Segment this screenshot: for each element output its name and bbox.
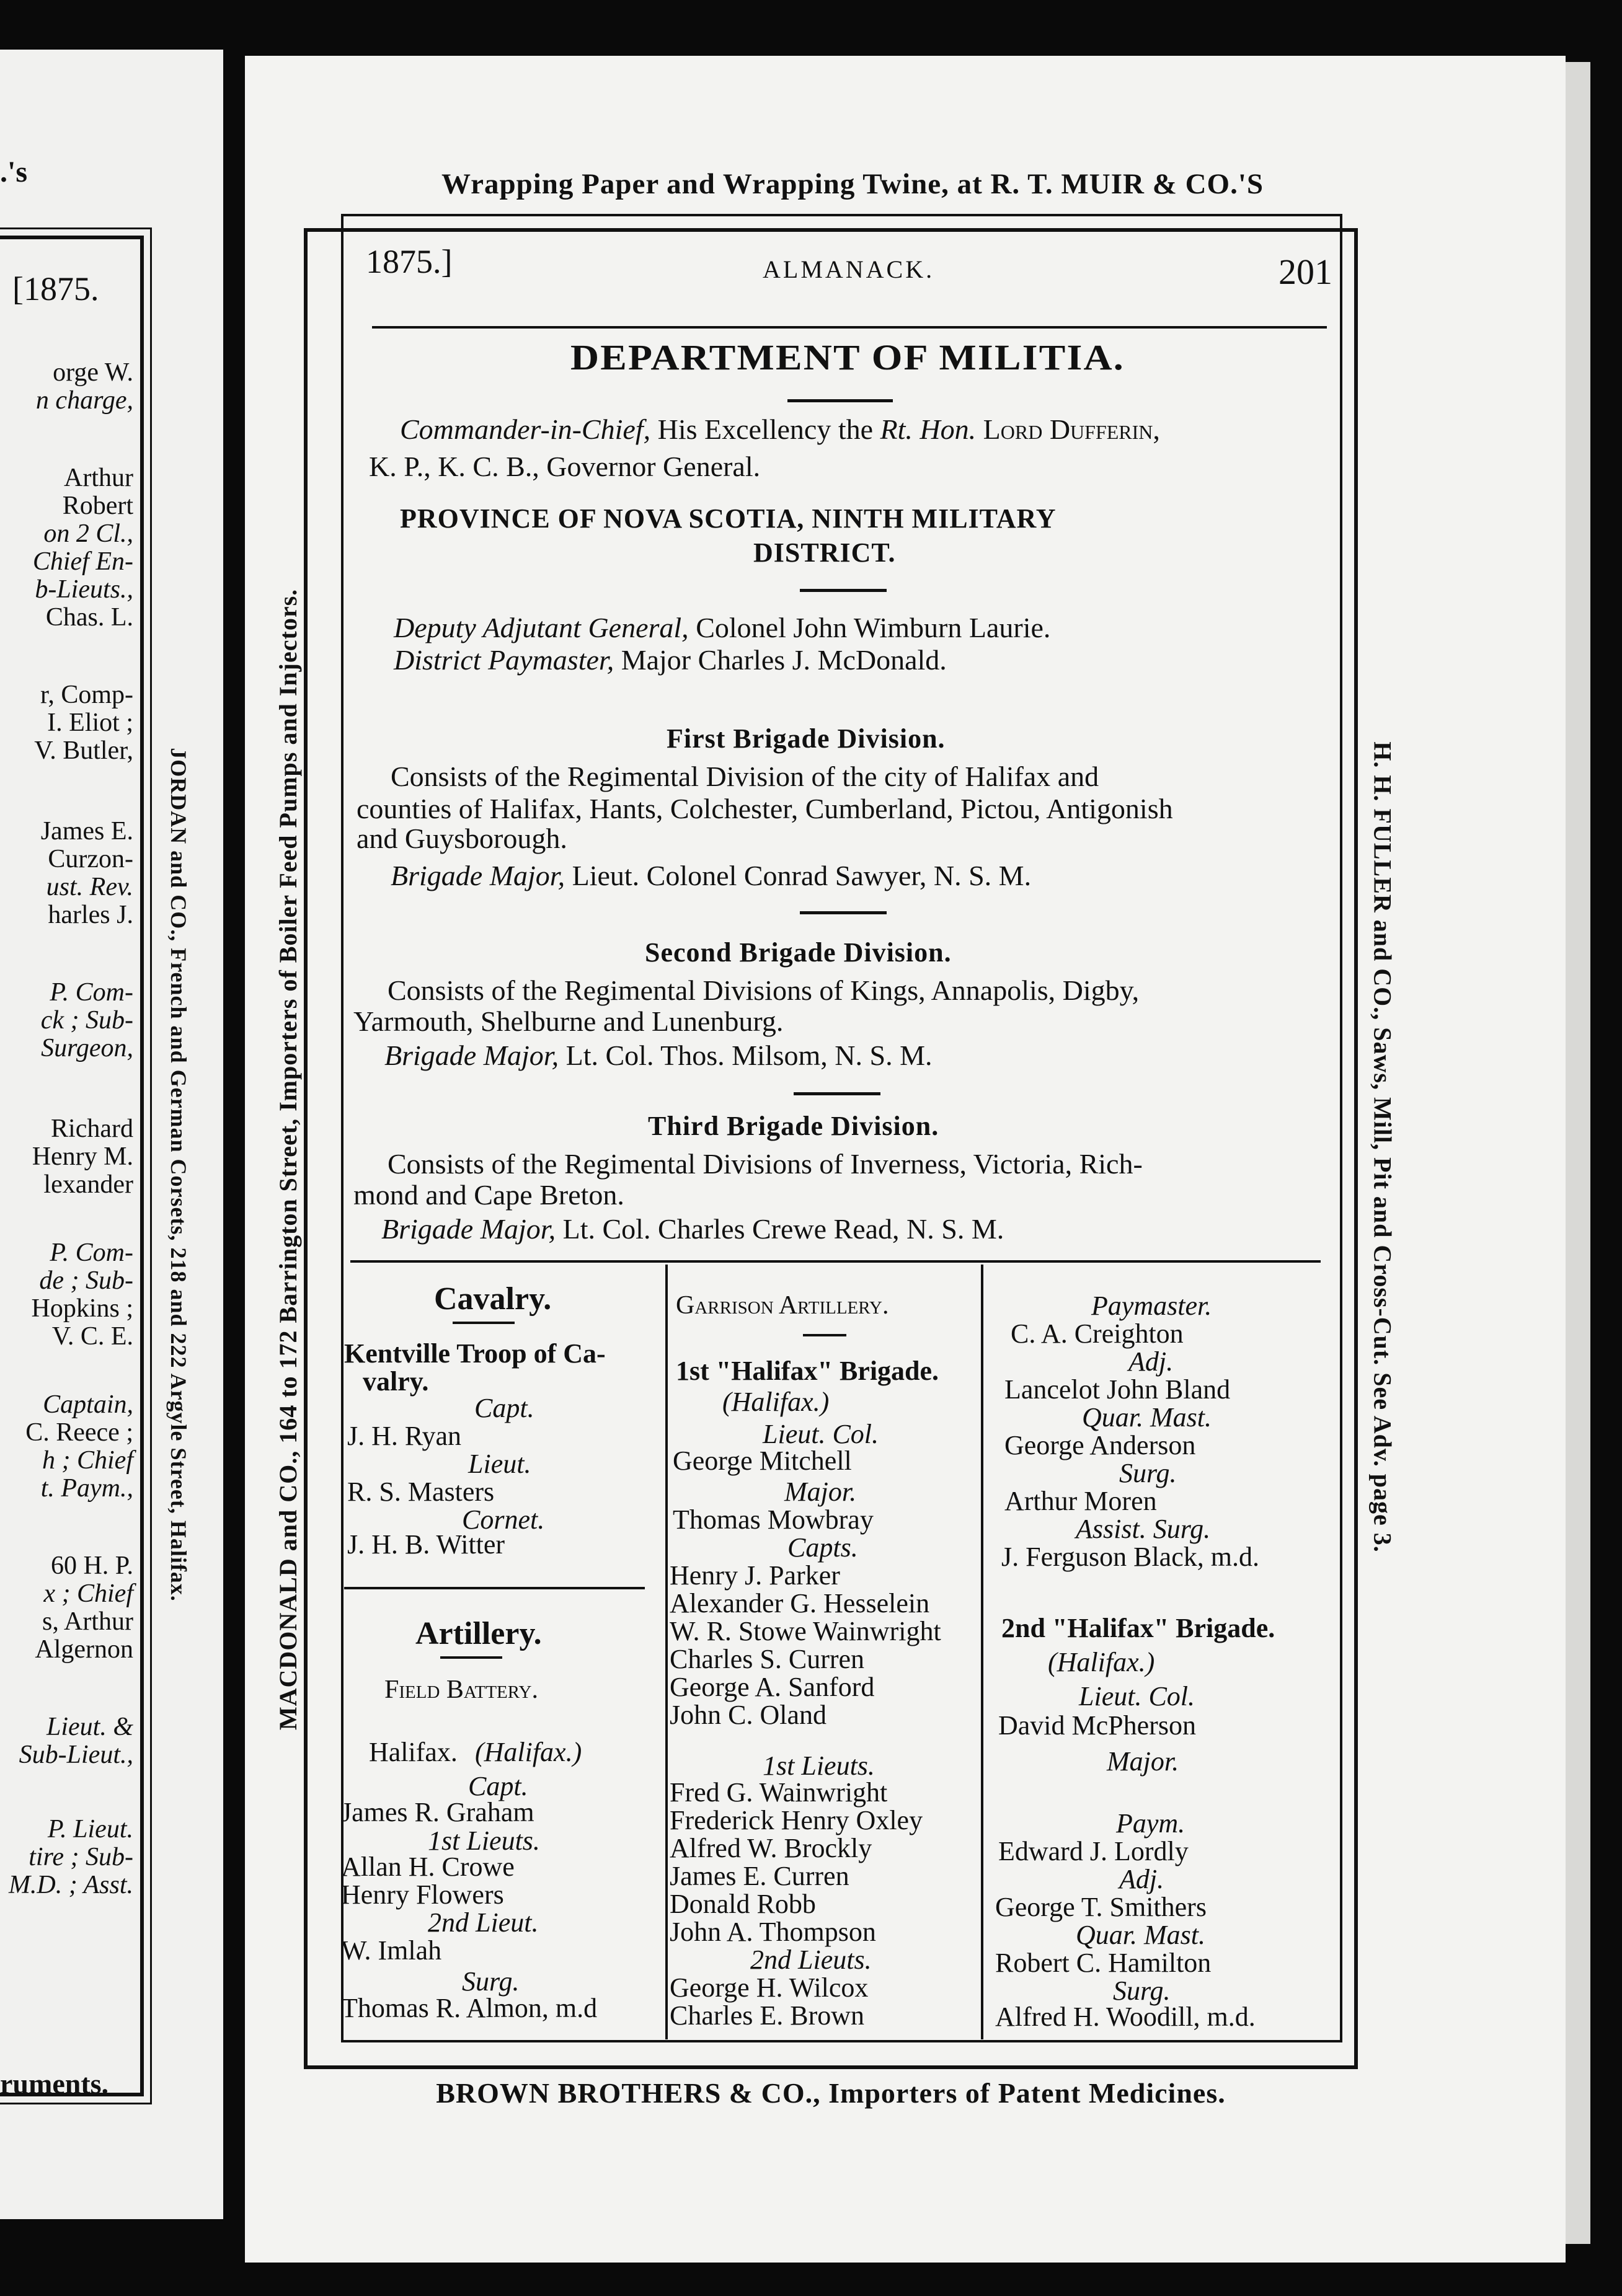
- left-page-line: I. Eliot ;: [47, 709, 133, 737]
- first-brigade-place: (Halifax.): [722, 1387, 830, 1417]
- left-page-line: Curzon-: [48, 845, 133, 873]
- paymaster-label: Paymaster.: [1091, 1291, 1212, 1321]
- left-page-side-advert: JORDAN and CO., French and German Corsets, 218 and 222 Argyle Street, Halifax.: [166, 748, 191, 1602]
- cornet-name: J. H. B. Witter: [347, 1529, 505, 1560]
- left-page-line: h ; Chief: [42, 1446, 133, 1475]
- first-brigade-line-3: and Guysborough.: [357, 823, 567, 854]
- right-side-advert: H. H. FULLER and CO., Saws, Mill, Pit and Cross-Cut. See Adv. page 3.: [1368, 741, 1397, 1553]
- left-page-line: Hopkins ;: [31, 1294, 133, 1323]
- province-line-1: PROVINCE OF NOVA SCOTIA, NINTH MILITARY: [400, 503, 1057, 534]
- first-brigade-rule: [800, 911, 887, 914]
- artillery-top-rule: [344, 1587, 645, 1589]
- left-page-line: P. Com-: [50, 978, 133, 1007]
- halifax-battery: Halifax. (Halifax.): [369, 1737, 582, 1767]
- adj2-label: Adj.: [1119, 1864, 1164, 1894]
- second-lieut-1: W. Imlah: [341, 1935, 442, 1966]
- lt-col2-name: David McPherson: [998, 1710, 1196, 1741]
- commander-line-1: Commander-in-Chief, His Excellency the Rt. Hon. Lord Dufferin,: [400, 413, 1160, 445]
- left-page-line: Chas. L.: [45, 603, 133, 632]
- officer-name: Charles E. Brown: [670, 2000, 865, 2031]
- first-brigade-line-1: Consists of the Regimental Division of the city of Halifax and: [391, 761, 1099, 792]
- asst-surg-name: J. Ferguson Black, m.d.: [1001, 1542, 1259, 1572]
- officer-name: Frederick Henry Oxley: [670, 1805, 923, 1835]
- page-edge: [1566, 62, 1590, 2244]
- left-page-line: ck ; Sub-: [40, 1006, 133, 1035]
- garrison-rule: [803, 1334, 846, 1336]
- left-page-line: n charge,: [35, 386, 133, 415]
- surg-name: Thomas R. Almon, m.d: [341, 1993, 598, 2023]
- first-brigade-heading: First Brigade Division.: [667, 723, 946, 754]
- capt-name: J. H. Ryan: [347, 1421, 462, 1451]
- left-page-line: M.D. ; Asst.: [8, 1871, 133, 1899]
- left-page-line: orge W.: [53, 358, 133, 387]
- officer-name: Fred G. Wainwright: [670, 1777, 888, 1808]
- commander-line-2: K. P., K. C. B., Governor General.: [369, 451, 761, 482]
- left-page-line: r, Comp-: [40, 681, 133, 709]
- left-page-year: [1875.: [12, 270, 99, 307]
- kentville-troop-line-1: Kentville Troop of Ca-: [344, 1338, 606, 1369]
- column-divider-1: [665, 1265, 668, 2039]
- table-top-rule: [350, 1260, 1321, 1263]
- running-head: ALMANACK.: [763, 255, 935, 283]
- lt-col-name: George Mitchell: [673, 1446, 852, 1476]
- left-page-line: P. Lieut.: [47, 1815, 133, 1843]
- province-rule: [800, 589, 887, 592]
- first-brigade-name: 1st "Halifax" Brigade.: [676, 1356, 939, 1386]
- left-page-line: b-Lieuts.,: [35, 575, 133, 604]
- page-number: 201: [1279, 252, 1332, 292]
- column-divider-2: [981, 1265, 983, 2039]
- officer-name: John C. Oland: [670, 1700, 827, 1730]
- third-brigade-line-2: mond and Cape Breton.: [353, 1179, 624, 1211]
- cavalry-heading: Cavalry.: [434, 1281, 552, 1317]
- lt-col-label: Lieut. Col.: [763, 1419, 879, 1449]
- capt-label: Capt.: [474, 1393, 534, 1423]
- qm-name: George Anderson: [1004, 1430, 1196, 1460]
- third-brigade-heading: Third Brigade Division.: [648, 1111, 939, 1141]
- first-lieut-1: Allan H. Crowe: [341, 1852, 515, 1882]
- left-page-line: x ; Chief: [43, 1579, 133, 1608]
- paym2-label: Paym.: [1116, 1808, 1185, 1839]
- left-page-line: lexander: [43, 1170, 133, 1199]
- left-page-line: C. Reece ;: [25, 1418, 133, 1447]
- left-page-line: Lieut. &: [46, 1713, 133, 1741]
- officer-name: Alfred W. Brockly: [670, 1833, 872, 1863]
- officer-name: W. R. Stowe Wainwright: [670, 1616, 941, 1646]
- first-lieuts-label-2: 1st Lieuts.: [763, 1751, 875, 1781]
- lieut-name: R. S. Masters: [347, 1477, 495, 1507]
- left-page-line: de ; Sub-: [39, 1266, 133, 1295]
- second-brigade-line-2: Yarmouth, Shelburne and Lunenburg.: [353, 1005, 784, 1037]
- artillery-heading: Artillery.: [415, 1616, 542, 1651]
- second-brigade-heading: Second Brigade Division.: [645, 937, 952, 968]
- adj2-name: George T. Smithers: [995, 1892, 1207, 1922]
- surg-label: Surg.: [462, 1966, 520, 1997]
- left-page-line: James E.: [40, 817, 133, 846]
- major-label: Major.: [784, 1477, 857, 1507]
- left-page-footer: ruments.: [0, 2068, 109, 2100]
- kentville-troop-line-2: valry.: [363, 1366, 429, 1397]
- top-advert: Wrapping Paper and Wrapping Twine, at R. T. MUIR & CO.'S: [441, 168, 1264, 200]
- left-page-line: t. Paym.,: [40, 1474, 133, 1503]
- officer-name: George H. Wilcox: [670, 1972, 869, 2003]
- artillery-rule: [440, 1656, 502, 1659]
- left-page-fragment: [0, 50, 223, 2219]
- officer-name: John A. Thompson: [670, 1917, 876, 1947]
- cornet-label: Cornet.: [462, 1504, 545, 1535]
- left-page-line: Chief En-: [32, 547, 133, 576]
- left-page-line: Richard: [51, 1115, 133, 1143]
- asst-surg-label: Assist. Surg.: [1076, 1514, 1211, 1544]
- second-brigade-name: 2nd "Halifax" Brigade.: [1001, 1613, 1275, 1643]
- left-side-advert: MACDONALD and CO., 164 to 172 Barrington Street, Importers of Boiler Feed Pumps and Injectors.: [274, 588, 303, 1730]
- bottom-advert: BROWN BROTHERS & CO., Importers of Patent Medicines.: [436, 2077, 1226, 2109]
- left-page-line: Algernon: [35, 1635, 133, 1664]
- second-brigade-rule: [794, 1092, 880, 1095]
- first-lieut-2: Henry Flowers: [341, 1879, 504, 1910]
- third-brigade-line-1: Consists of the Regimental Divisions of Inverness, Victoria, Rich-: [388, 1148, 1143, 1180]
- adj-name: Lancelot John Bland: [1004, 1374, 1231, 1405]
- page-year: 1875.]: [366, 243, 453, 280]
- officer-name: James E. Curren: [670, 1861, 849, 1891]
- left-page-line: Surgeon,: [41, 1034, 133, 1062]
- province-line-2: DISTRICT.: [753, 537, 896, 568]
- left-page-line: Captain,: [43, 1390, 133, 1419]
- left-page-line: ust. Rev.: [46, 873, 133, 901]
- major-name: Thomas Mowbray: [673, 1504, 874, 1535]
- qm2-name: Robert C. Hamilton: [995, 1948, 1212, 1978]
- cavalry-rule: [453, 1322, 515, 1324]
- garrison-heading: Garrison Artillery.: [676, 1291, 889, 1320]
- capts-label: Capts.: [787, 1532, 858, 1563]
- second-lieuts-label-2: 2nd Lieuts.: [750, 1945, 872, 1975]
- surg-name-3: Arthur Moren: [1004, 1486, 1157, 1516]
- left-page-line: harles J.: [48, 901, 133, 929]
- first-lieuts-label: 1st Lieuts.: [428, 1826, 540, 1856]
- left-page-line: V. C. E.: [51, 1322, 133, 1351]
- capt2-label: Capt.: [468, 1771, 528, 1801]
- district-paymaster-line: District Paymaster, Major Charles J. McDonald.: [394, 644, 947, 676]
- second-brigade-major: Brigade Major, Lt. Col. Thos. Milsom, N. S. M.: [384, 1040, 933, 1071]
- paym2-name: Edward J. Lordly: [998, 1836, 1189, 1866]
- left-page-line: Sub-Lieut.,: [19, 1741, 133, 1769]
- left-page-line: Henry M.: [32, 1142, 133, 1171]
- header-rule: [372, 326, 1327, 329]
- page-title: DEPARTMENT OF MILITIA.: [570, 337, 1125, 378]
- major2-label: Major.: [1107, 1746, 1179, 1777]
- first-brigade-major: Brigade Major, Lieut. Colonel Conrad Sawyer, N. S. M.: [391, 860, 1032, 891]
- surg2-label: Surg.: [1113, 1976, 1171, 2006]
- lieut-label: Lieut.: [468, 1449, 531, 1479]
- second-brigade-line-1: Consists of the Regimental Divisions of Kings, Annapolis, Digby,: [388, 974, 1140, 1006]
- left-page-line: Robert: [62, 492, 133, 520]
- adj-label: Adj.: [1128, 1346, 1174, 1377]
- title-rule: [787, 399, 893, 402]
- officer-name: Donald Robb: [670, 1889, 816, 1919]
- left-page-line: s, Arthur: [42, 1607, 133, 1636]
- left-page-line: 60 H. P.: [50, 1552, 133, 1580]
- paymaster-name: C. A. Creighton: [1011, 1318, 1184, 1349]
- officer-name: Alexander G. Hesselein: [670, 1588, 930, 1618]
- left-page-header: .'s: [0, 156, 28, 188]
- surg-label-3: Surg.: [1119, 1458, 1177, 1488]
- officer-name: Henry J. Parker: [670, 1560, 840, 1591]
- left-page-line: P. Com-: [50, 1239, 133, 1267]
- deputy-adjutant-line: Deputy Adjutant General, Colonel John Wimburn Laurie.: [394, 612, 1051, 643]
- left-page-line: tire ; Sub-: [29, 1843, 133, 1871]
- field-battery: Field Battery.: [384, 1676, 538, 1704]
- lt-col2-label: Lieut. Col.: [1079, 1681, 1195, 1711]
- officer-name: George A. Sanford: [670, 1672, 875, 1702]
- left-page-line: on 2 Cl.,: [43, 519, 133, 548]
- second-brigade-place: (Halifax.): [1048, 1647, 1155, 1677]
- officer-name: Charles S. Curren: [670, 1644, 865, 1674]
- surg2-name: Alfred H. Woodill, m.d.: [995, 2002, 1256, 2032]
- second-lieut-label: 2nd Lieut.: [428, 1907, 539, 1938]
- left-page-line: V. Butler,: [34, 736, 133, 765]
- first-brigade-line-2: counties of Halifax, Hants, Colchester, Cumberland, Pictou, Antigonish: [357, 793, 1173, 824]
- qm2-label: Quar. Mast.: [1076, 1920, 1206, 1950]
- qm-label: Quar. Mast.: [1082, 1402, 1212, 1433]
- capt2-name: James R. Graham: [341, 1797, 534, 1827]
- third-brigade-major: Brigade Major, Lt. Col. Charles Crewe Read, N. S. M.: [381, 1213, 1004, 1245]
- left-page-line: Arthur: [64, 464, 133, 492]
